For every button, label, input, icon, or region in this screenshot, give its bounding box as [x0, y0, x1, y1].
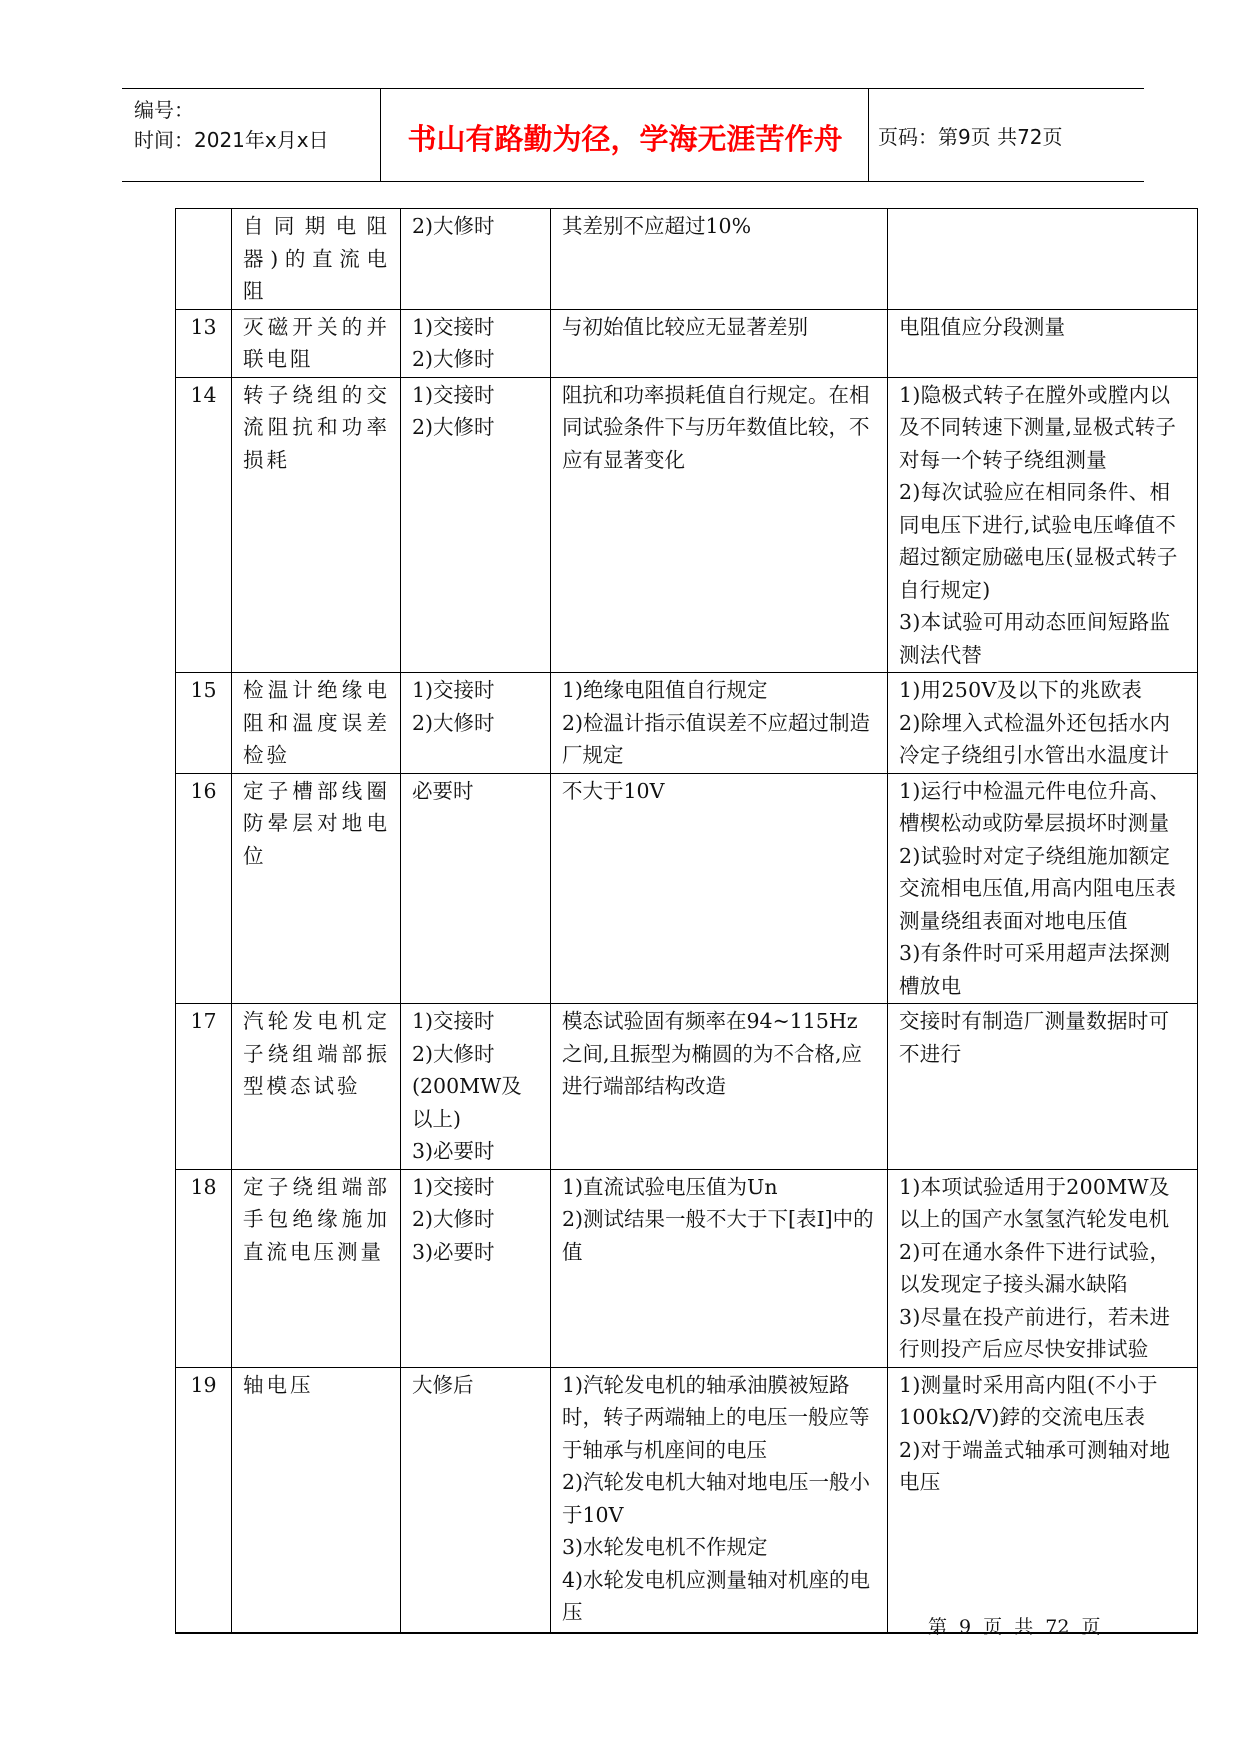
- note-line: 2)每次试验应在相同条件、相同电压下进行,试验电压峰值不超过额定励磁电压(显极式转子自行规定): [899, 480, 1178, 602]
- note-cell: [888, 1169, 1198, 1367]
- table-row: [176, 1004, 1198, 1170]
- note-cell: [888, 673, 1198, 774]
- table-row: [176, 377, 1198, 673]
- requirement-line: 2)汽轮发电机大轴对地电压一般小于10V: [562, 1470, 871, 1527]
- test-period: 1)交接时: [412, 1174, 495, 1199]
- table-row: [176, 773, 1198, 1004]
- requirement-cell: [551, 377, 888, 673]
- test-period: 2)大修时(200MW及以上): [412, 1041, 522, 1131]
- note-line: 2)除埋入式检温外还包括水内冷定子绕组引水管出水温度计: [899, 710, 1171, 767]
- requirement-line: 4)水轮发电机应测量轴对机座的电压: [562, 1567, 871, 1624]
- requirement-line: 不大于10V: [562, 778, 665, 803]
- note-line: 3)本试验可用动态匝间短路监测法代替: [899, 610, 1171, 667]
- note-cell: [888, 209, 1198, 310]
- test-items-table: [175, 208, 1198, 1634]
- requirement-line: 1)绝缘电阻值自行规定: [562, 678, 768, 702]
- note-line: 1)隐极式转子在膛外或膛内以及不同转速下测量,显极式转子对每一个转子绕组测量: [899, 382, 1177, 472]
- note-line: 1)运行中检温元件电位升高、槽楔松动或防晕层损坏时测量: [899, 778, 1171, 835]
- period-cell: [401, 309, 551, 377]
- test-period: 2)大修时: [412, 1207, 495, 1231]
- period-cell: [401, 1367, 551, 1633]
- row-number: 16: [176, 773, 232, 1004]
- table-row: [176, 673, 1198, 774]
- requirement-cell: [551, 1004, 888, 1170]
- note-line: 2)对于端盖式轴承可测轴对地电压: [899, 1437, 1171, 1494]
- note-cell: [888, 377, 1198, 673]
- note-line: 交接时有制造厂测量数据时可不进行: [899, 1009, 1170, 1066]
- note-cell: [888, 773, 1198, 1004]
- note-line: 2)可在通水条件下进行试验，以发现定子接头漏水缺陷: [899, 1239, 1171, 1296]
- requirement-cell: [551, 673, 888, 774]
- note-line: 3)有条件时可采用超声法探测槽放电: [899, 941, 1171, 998]
- table-row: [176, 1169, 1198, 1367]
- requirement-cell: [551, 773, 888, 1004]
- requirement-line: 2)测试结果一般不大于下[表I]中的值: [562, 1207, 874, 1264]
- test-item: 定子槽部线圈防晕层对地电位: [232, 773, 401, 1004]
- page-footer: 第 9 页 共 72 页: [928, 1616, 1101, 1638]
- row-number: 13: [176, 309, 232, 377]
- test-item: 灭磁开关的并联电阻: [232, 309, 401, 377]
- test-period: 1)交接时: [412, 1009, 495, 1033]
- row-number: 19: [176, 1367, 232, 1633]
- requirement-line: 1)汽轮发电机的轴承油膜被短路时，转子两端轴上的电压一般应等于轴承与机座间的电压: [562, 1372, 870, 1462]
- requirement-line: 3)水轮发电机不作规定: [562, 1535, 768, 1559]
- period-cell: [401, 209, 551, 310]
- row-number: [176, 209, 232, 310]
- test-period: 2)大修时: [412, 347, 495, 371]
- requirement-line: 与初始值比较应无显著差别: [562, 314, 808, 339]
- header-motto: 书山有路勤为径，学海无涯苦作舟: [407, 122, 843, 156]
- note-cell: [888, 1004, 1198, 1170]
- period-cell: [401, 377, 551, 673]
- test-period: 2)大修时: [412, 214, 495, 238]
- note-line: 3)尽量在投产前进行，若未进行则投产后应尽快安排试验: [899, 1304, 1171, 1361]
- test-item: 轴电压: [232, 1367, 401, 1633]
- time-label: 时间：2021年x月x日: [134, 128, 329, 152]
- test-period: 3)必要时: [412, 1139, 495, 1163]
- requirement-cell: [551, 1169, 888, 1367]
- test-period: 2)大修时: [412, 415, 495, 439]
- table-row: [176, 1367, 1198, 1633]
- requirement-cell: [551, 309, 888, 377]
- test-period: 3)必要时: [412, 1239, 495, 1264]
- test-period: 必要时: [412, 778, 474, 803]
- requirement-line: 2)检温计指示值误差不应超过制造厂规定: [562, 710, 871, 767]
- test-item: 检温计绝缘电阻和温度误差检验: [232, 673, 401, 774]
- row-number: 15: [176, 673, 232, 774]
- requirement-line: 模态试验固有频率在94~115Hz之间,且振型为椭圆的为不合格,应进行端部结构改造: [562, 1009, 863, 1098]
- requirement-line: 阻抗和功率损耗值自行规定。在相同试验条件下与历年数值比较，不应有显著变化: [562, 382, 870, 472]
- test-item: 自同期电阻器)的直流电阻: [232, 209, 401, 310]
- note-line: 电阻值应分段测量: [899, 314, 1066, 339]
- row-number: 14: [176, 377, 232, 673]
- header-page-label: 页码：第9页 共72页: [878, 125, 1063, 149]
- test-period: 1)交接时: [412, 314, 495, 339]
- note-line: 2)试验时对定子绕组施加额定交流相电压值,用高内阻电压表测量绕组表面对地电压值: [899, 843, 1177, 933]
- note-line: 1)用250V及以下的兆欧表: [899, 678, 1143, 702]
- header-meta: [134, 95, 329, 155]
- note-line: 1)本项试验适用于200MW及以上的国产水氢氢汽轮发电机: [899, 1174, 1170, 1231]
- row-number: 18: [176, 1169, 232, 1367]
- test-item: 转子绕组的交流阻抗和功率损耗: [232, 377, 401, 673]
- number-label: 编号：: [134, 98, 194, 122]
- test-period: 大修后: [412, 1372, 474, 1397]
- period-cell: [401, 673, 551, 774]
- note-cell: [888, 309, 1198, 377]
- test-period: 1)交接时: [412, 382, 495, 407]
- period-cell: [401, 773, 551, 1004]
- requirement-cell: [551, 1367, 888, 1633]
- table-row: [176, 309, 1198, 377]
- test-period: 2)大修时: [412, 710, 495, 735]
- period-cell: [401, 1004, 551, 1170]
- requirement-line: 1)直流试验电压值为Un: [562, 1174, 778, 1199]
- test-item: 汽轮发电机定子绕组端部振型模态试验: [232, 1004, 401, 1170]
- test-period: 1)交接时: [412, 678, 495, 702]
- requirement-line: 其差别不应超过10%: [562, 214, 752, 238]
- table-row: [176, 209, 1198, 310]
- test-item: 定子绕组端部手包绝缘施加直流电压测量: [232, 1169, 401, 1367]
- page-header: [122, 88, 1144, 182]
- period-cell: [401, 1169, 551, 1367]
- requirement-cell: [551, 209, 888, 310]
- note-cell: [888, 1367, 1198, 1633]
- note-line: 1)测量时采用高内阻(不小于100kΩ/V)鋍的交流电压表: [899, 1372, 1158, 1429]
- row-number: 17: [176, 1004, 232, 1170]
